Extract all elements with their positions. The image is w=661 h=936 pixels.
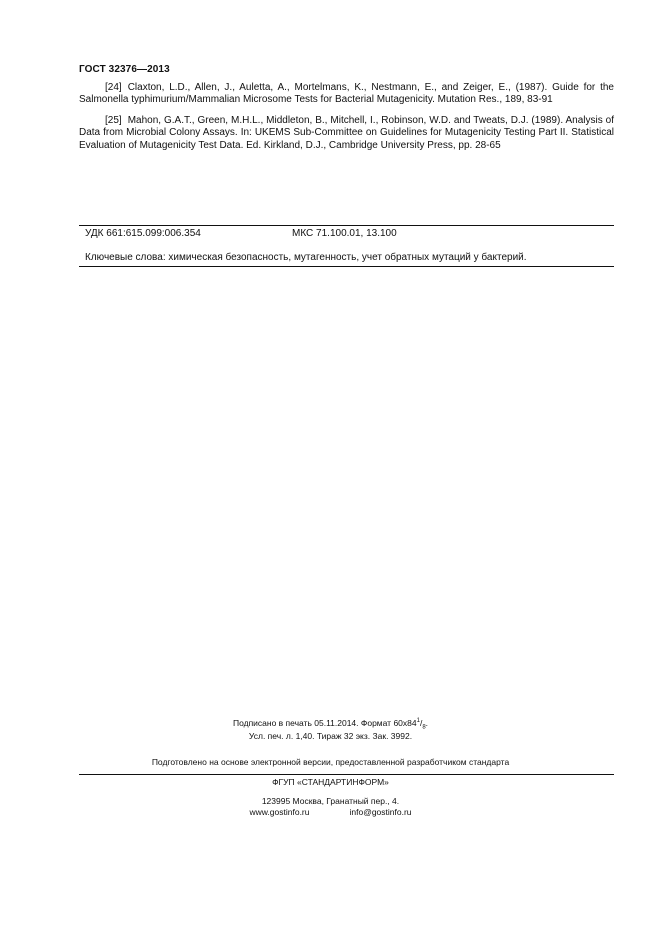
imprint-divider [79,774,614,775]
reference-item [79,115,614,152]
mks-code: МКС 71.100.01, 13.100 [292,228,397,239]
publisher-address: 123995 Москва, Гранатный пер., 4. [261,796,400,806]
website-link[interactable]: www.gostinfo.ru [249,807,310,817]
reference-list [79,82,614,160]
reference-number: [24] [105,82,122,93]
publisher-contacts [0,807,661,817]
divider-bottom [79,266,614,267]
reference-item [79,82,614,107]
publisher-name: ФГУП «СТАНДАРТИНФОРМ» [272,777,389,787]
print-info: Усл. печ. л. 1,40. Тираж 32 экз. Зак. 3992. [248,731,413,741]
signed-for-print: Подписано в печать 05.11.2014. Формат $60x84^1/_8$. [232,718,429,731]
reference-number: [25] [105,114,122,126]
divider-top [79,225,614,226]
udk-code: УДК 661:615.099:006.354 [85,228,201,239]
reference-text: Mahon, G.A.T., Green, M.H.L., Middleton, B., Mitchell, I., Robinson, W.D. and Tweats, D.J. (1989). Analysis of Data from Microbial Colony Assays. In: UKEMS Sub-Committee on Guidelines for Mutagenicity Testing Part II. Statistical Evaluation of Mutagenicity Test Data. Ed. Kirkland, D.J., Cambridge University Press, pp. 28-65 [79,114,614,151]
reference-text: Claxton, L.D., Allen, J., Auletta, A., Mortelmans, K., Nestmann, E., and Zeiger, E., (1987). Guide for the Salmonella typhimurium/Mammalian Microsome Tests for Bacterial Mutagenicity. Mutation Res., 189, 83-91 [79,82,614,106]
keywords: Ключевые слова: химическая безопасность, мутагенность, учет обратных мутаций у бактерий. [85,252,527,263]
email-link[interactable]: info@gostinfo.ru [349,807,412,817]
document-id: ГОСТ 32376—2013 [79,64,170,75]
prepared-note: Подготовлено на основе электронной версии, предоставленной разработчиком стандарта [151,757,510,767]
